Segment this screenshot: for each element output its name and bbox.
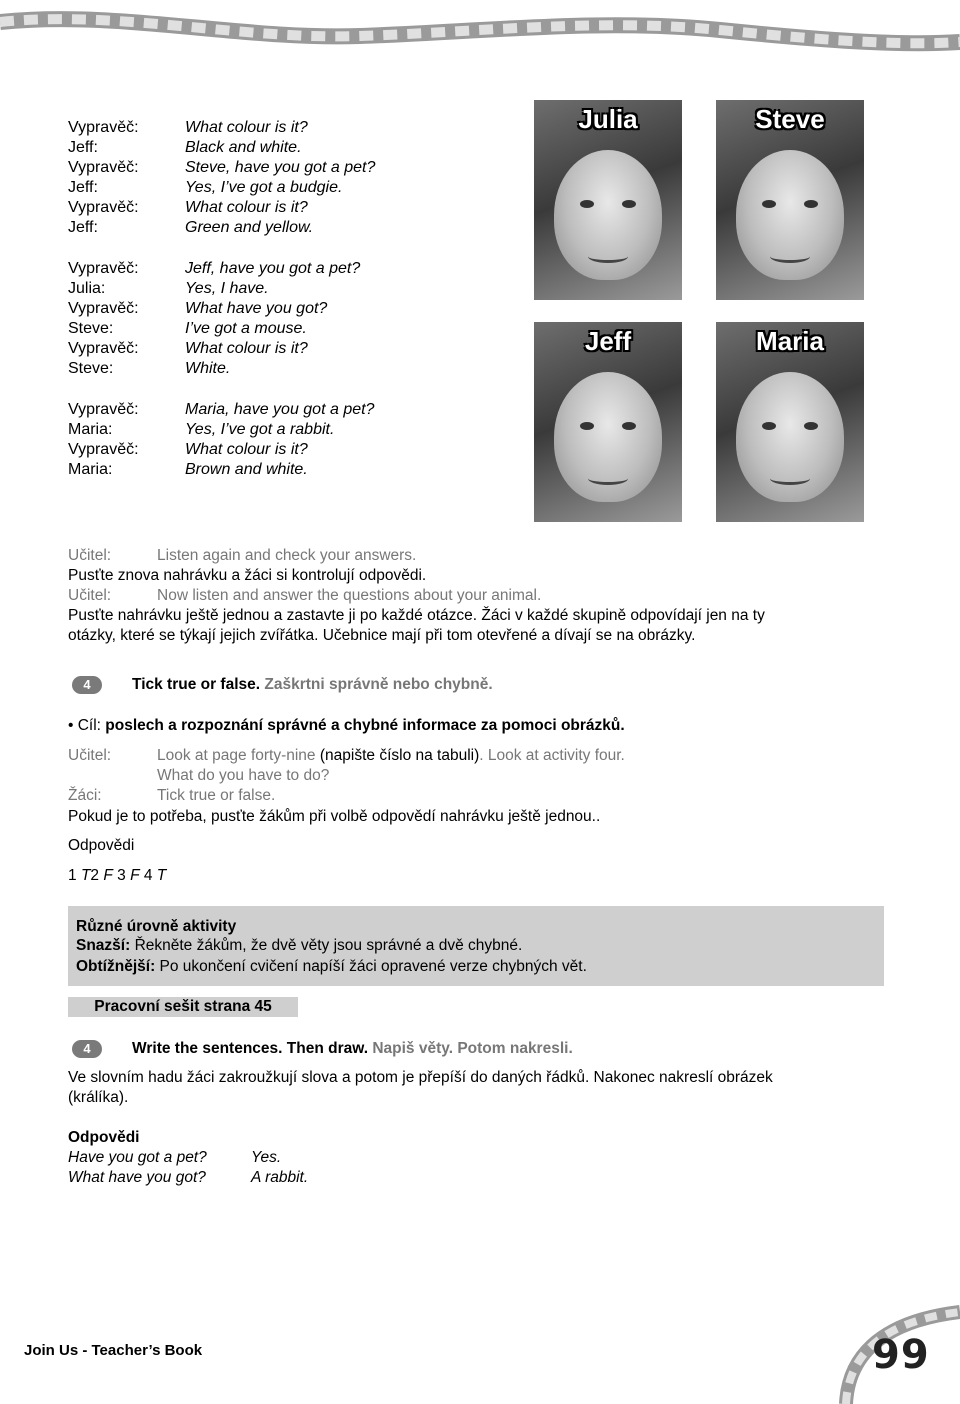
- line: Yes, I have.: [185, 280, 269, 297]
- dialogue-block-2: [68, 259, 360, 379]
- dialogue-row: [68, 440, 374, 460]
- speaker: Steve:: [68, 320, 114, 337]
- line: White.: [185, 360, 231, 377]
- speaker: Vypravěč:: [68, 401, 139, 418]
- photo-steve: [716, 100, 864, 300]
- speaker: Vypravěč:: [68, 340, 139, 357]
- line: What have you got?: [185, 300, 328, 317]
- photo-maria: [716, 322, 864, 522]
- page-number: 99: [872, 1332, 930, 1378]
- footer-title: Join Us - Teacher’s Book: [24, 1342, 203, 1359]
- answers-label: Odpovědi: [68, 837, 135, 854]
- levels-easier: Snazší: Řekněte žákům, že dvě věty jsou správné a dvě chybné.: [76, 937, 523, 954]
- speaker: Steve:: [68, 360, 114, 377]
- photo-name: Jeff: [584, 326, 632, 356]
- goal-line: • Cíl: poslech a rozpoznání správné a chybné informace za pomoci obrázků.: [68, 717, 625, 734]
- photo-jeff: [534, 322, 682, 522]
- dialogue-row: [68, 158, 375, 178]
- teacher-instruction-3: Učitel: Look at page forty-nine (napište číslo na tabuli). Look at activity four.: [68, 747, 625, 764]
- rope-decoration: [0, 0, 960, 70]
- dialogue-row: [68, 460, 374, 480]
- dialogue-row: [68, 400, 374, 420]
- speaker: Vypravěč:: [68, 300, 139, 317]
- workbook-note-b: (králíka).: [68, 1089, 129, 1106]
- photo-name: Steve: [755, 104, 825, 134]
- dialogue-row: [68, 259, 360, 279]
- line: I’ve got a mouse.: [185, 320, 307, 337]
- line: Jeff, have you got a pet?: [185, 260, 361, 277]
- workbook-answers-label: Odpovědi: [68, 1129, 140, 1146]
- dialogue-row: [68, 339, 360, 359]
- speaker: Vypravěč:: [68, 119, 139, 136]
- photo-name: Maria: [756, 326, 824, 356]
- pupils-response: Žáci: Tick true or false.: [68, 787, 276, 804]
- speaker: Maria:: [68, 461, 113, 478]
- note-3: Pokud je to potřeba, pusťte žákům při volbě odpovědí nahrávku ještě jednou..: [68, 808, 601, 825]
- speaker: Vypravěč:: [68, 199, 139, 216]
- photo-name: Julia: [578, 104, 638, 134]
- dialogue-row: [68, 299, 360, 319]
- speaker: Jeff:: [68, 139, 98, 156]
- teacher-instruction-3-cont: What do you have to do?: [157, 767, 330, 784]
- dialogue-row: [68, 138, 375, 158]
- speaker: Jeff:: [68, 219, 98, 236]
- line: What colour is it?: [185, 199, 308, 216]
- workbook-note-a: Ve slovním hadu žáci zakroužkují slova a potom je přepíší do daných řádků. Nakonec nakreslí obrázek: [68, 1069, 773, 1086]
- levels-harder: Obtížnější: Po ukončení cvičení napíší žáci opravené verze chybných vět.: [76, 958, 587, 975]
- dialogue-block-3: [68, 400, 374, 480]
- speaker: Julia:: [68, 280, 106, 297]
- speaker: Vypravěč:: [68, 260, 139, 277]
- line: Brown and white.: [185, 461, 308, 478]
- dialogue-row: [68, 279, 360, 299]
- teacher-instruction-2: Učitel: Now listen and answer the questions about your animal.: [68, 587, 542, 604]
- dialogue-row: [68, 218, 375, 238]
- line: Black and white.: [185, 139, 302, 156]
- speaker: Vypravěč:: [68, 441, 139, 458]
- workbook-exercise-heading: Write the sentences. Then draw. Napiš věty. Potom nakresli.: [132, 1040, 573, 1057]
- speaker: Jeff:: [68, 179, 98, 196]
- line: Green and yellow.: [185, 219, 314, 236]
- dialogue-row: [68, 178, 375, 198]
- exercise-number-badge: 4: [72, 676, 102, 694]
- line: Maria, have you got a pet?: [185, 401, 375, 418]
- workbook-answer-row: What have you got? A rabbit.: [68, 1169, 309, 1186]
- dialogue-block-1: [68, 118, 375, 238]
- line: What colour is it?: [185, 119, 308, 136]
- line: What colour is it?: [185, 340, 308, 357]
- line: Steve, have you got a pet?: [185, 159, 376, 176]
- workbook-heading: Pracovní sešit strana 45: [68, 997, 298, 1017]
- dialogue-row: [68, 319, 360, 339]
- dialogue-row: [68, 198, 375, 218]
- dialogue-row: [68, 118, 375, 138]
- levels-title: Různé úrovně aktivity: [76, 918, 237, 935]
- line: Yes, I’ve got a budgie.: [185, 179, 343, 196]
- dialogue-row: [68, 359, 360, 379]
- note-2b: otázky, které se týkají jejich zvířátka. Učebnice mají při tom otevřené a dívají se na obrázky.: [68, 627, 696, 644]
- line: What colour is it?: [185, 441, 308, 458]
- note-2a: Pusťte nahrávku ještě jednou a zastavte ji po každé otázce. Žáci v každé skupině odpovídají jen na ty: [68, 607, 765, 624]
- line: Yes, I’ve got a rabbit.: [185, 421, 335, 438]
- workbook-answer-row: Have you got a pet? Yes.: [68, 1149, 282, 1166]
- exercise-heading: Tick true or false. Zaškrtni správně nebo chybně.: [132, 676, 493, 693]
- teacher-instruction-1: Učitel: Listen again and check your answers.: [68, 547, 417, 564]
- photo-julia: [534, 100, 682, 300]
- dialogue-row: [68, 420, 374, 440]
- exercise-number-badge: 4: [72, 1040, 102, 1058]
- speaker: Maria:: [68, 421, 113, 438]
- answers-line: 1 T2 F 3 F 4 T: [68, 867, 167, 884]
- speaker: Vypravěč:: [68, 159, 139, 176]
- note-1: Pusťte znova nahrávku a žáci si kontrolují odpovědi.: [68, 567, 427, 584]
